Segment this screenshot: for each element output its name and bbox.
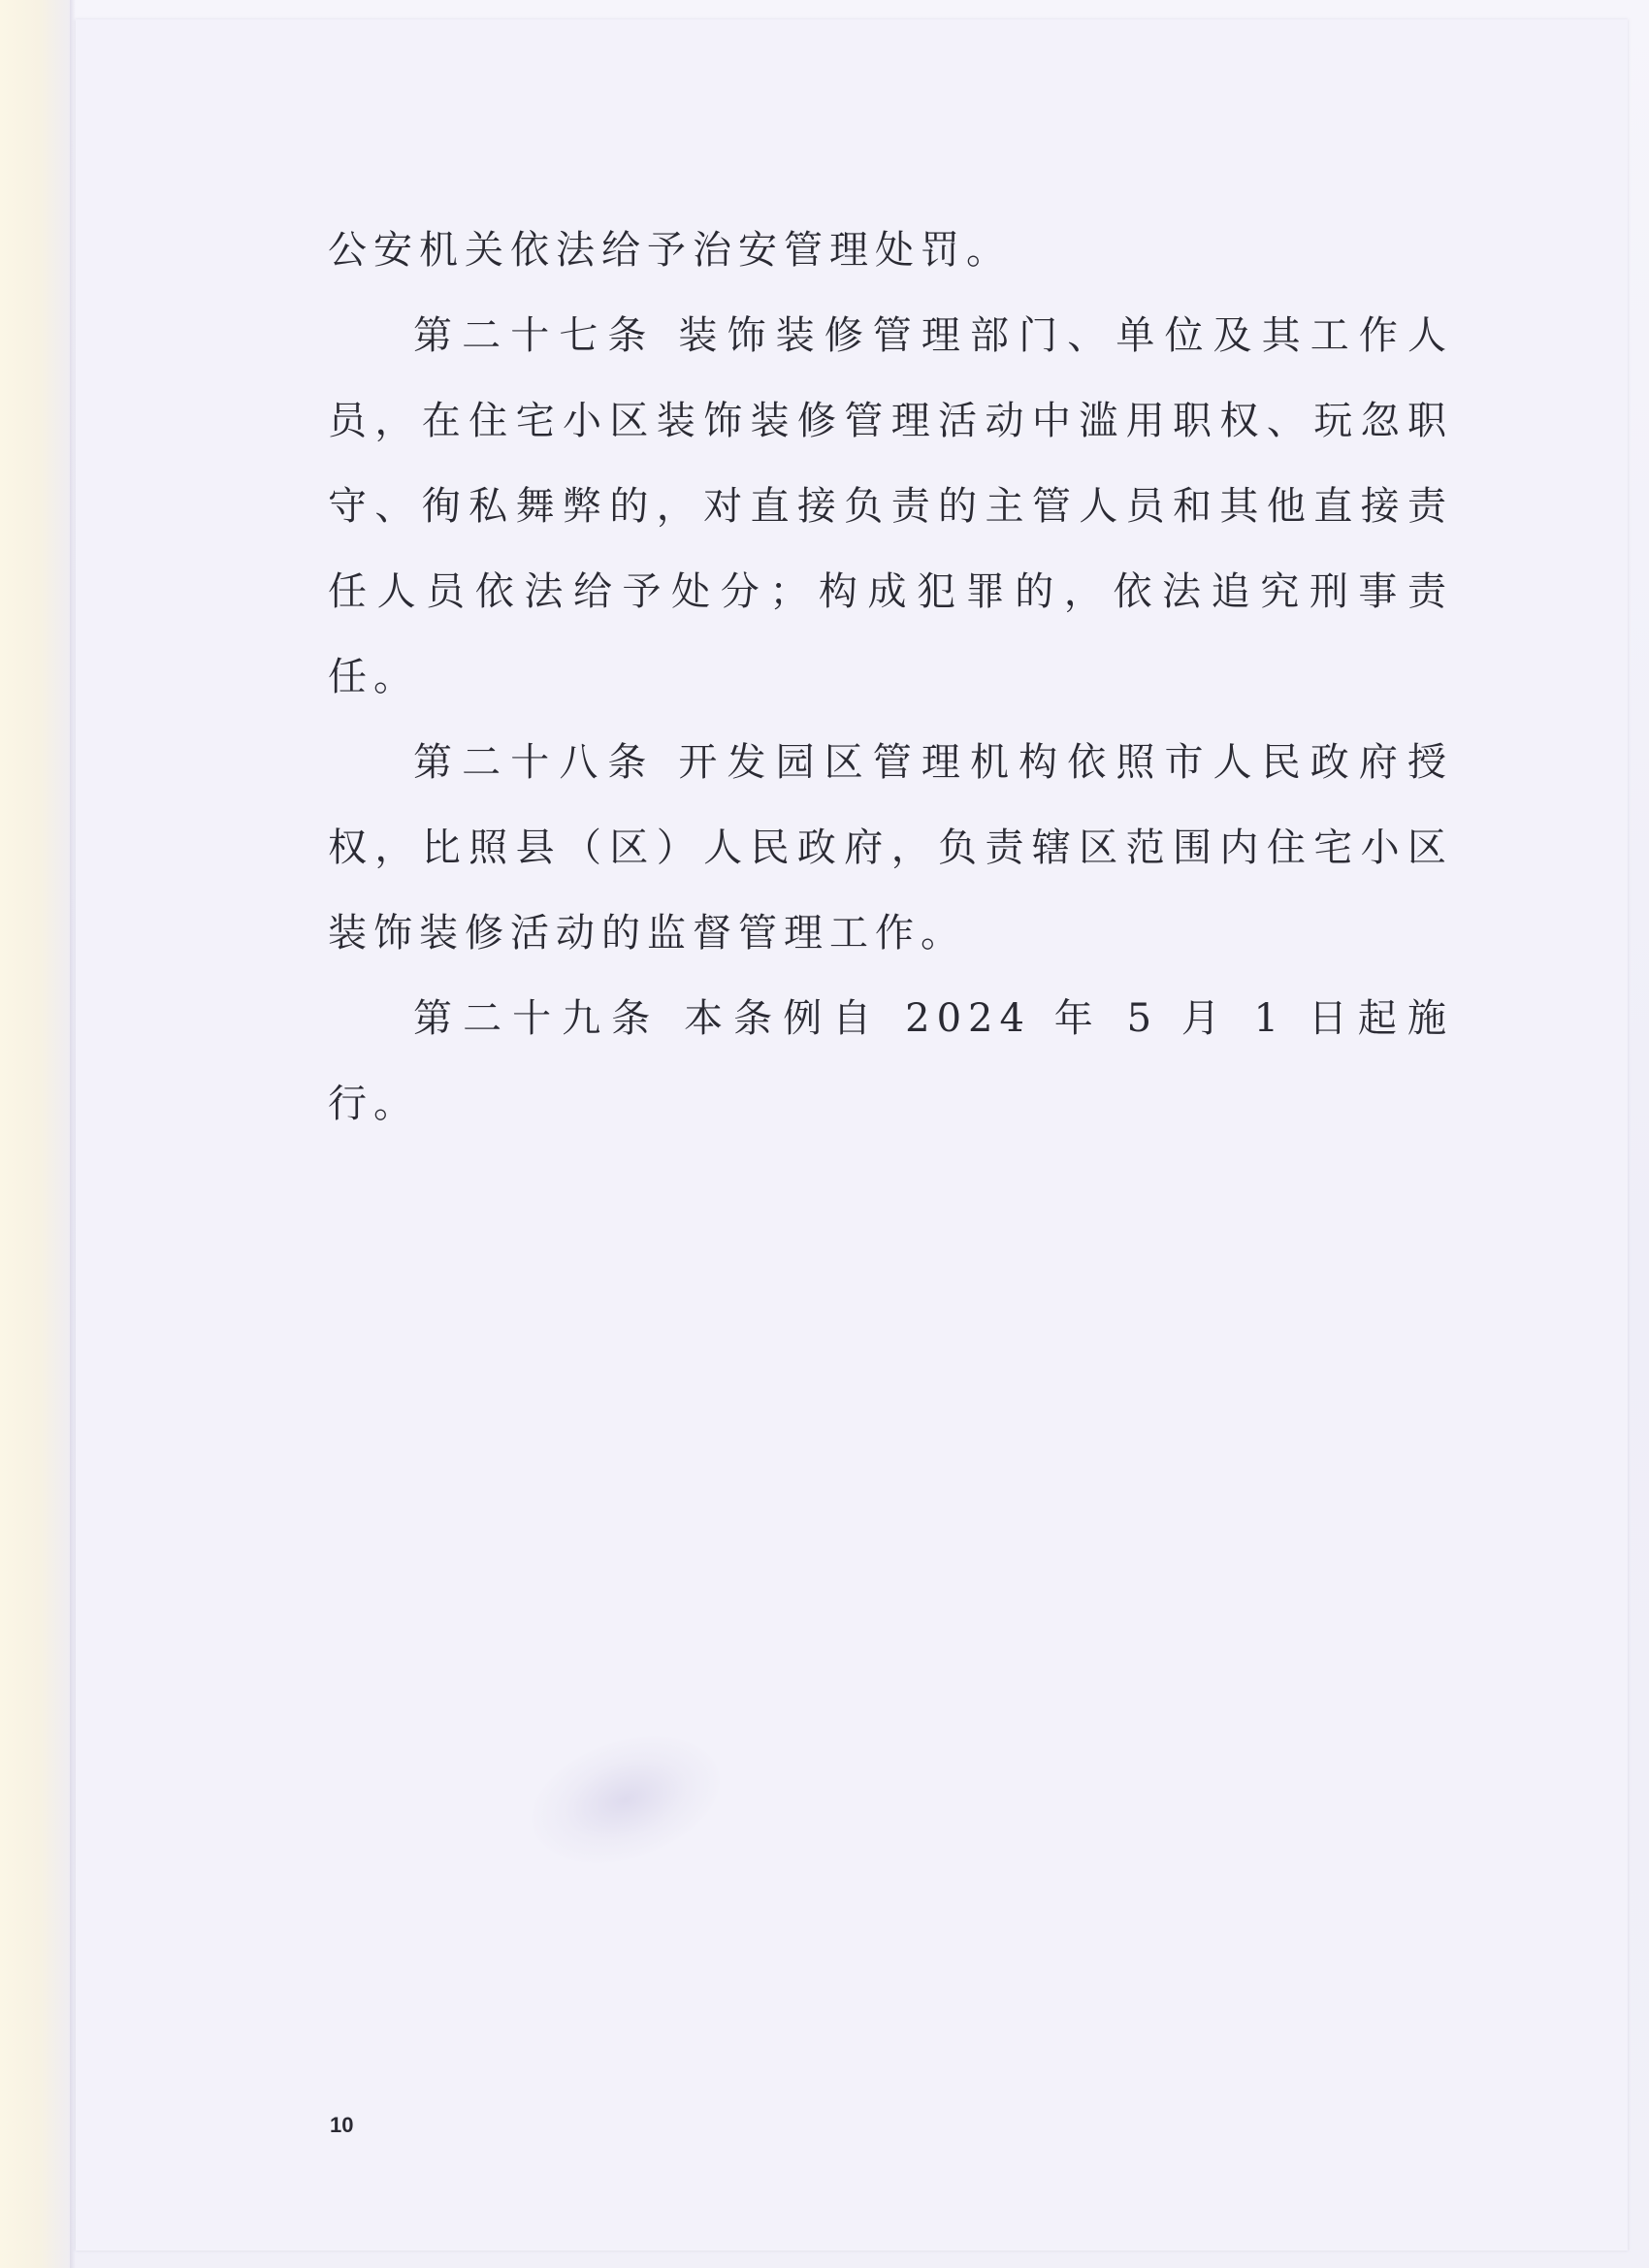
- page-number: 10: [330, 2113, 354, 2137]
- article-27: 第二十七条 装饰装修管理部门、单位及其工作人员，在住宅小区装饰装修管理活动中滥用职权、玩忽职守、徇私舞弊的，对直接负责的主管人员和其他直接责任人员依法给予处分；构成犯罪的，依法追究刑事责任。: [328, 313, 1453, 699]
- paragraph-continuation: 公安机关依法给予治安管理处罚。: [328, 228, 1012, 273]
- article-29: 第二十九条 本条例自 2024 年 5 月 1 日起施行。: [328, 996, 1453, 1126]
- article-28: 第二十八条 开发园区管理机构依照市人民政府授权，比照县（区）人民政府，负责辖区范围内住宅小区装饰装修活动的监督管理工作。: [328, 740, 1453, 956]
- document-body: [328, 208, 1453, 1147]
- page-edge-strip: [0, 0, 70, 2268]
